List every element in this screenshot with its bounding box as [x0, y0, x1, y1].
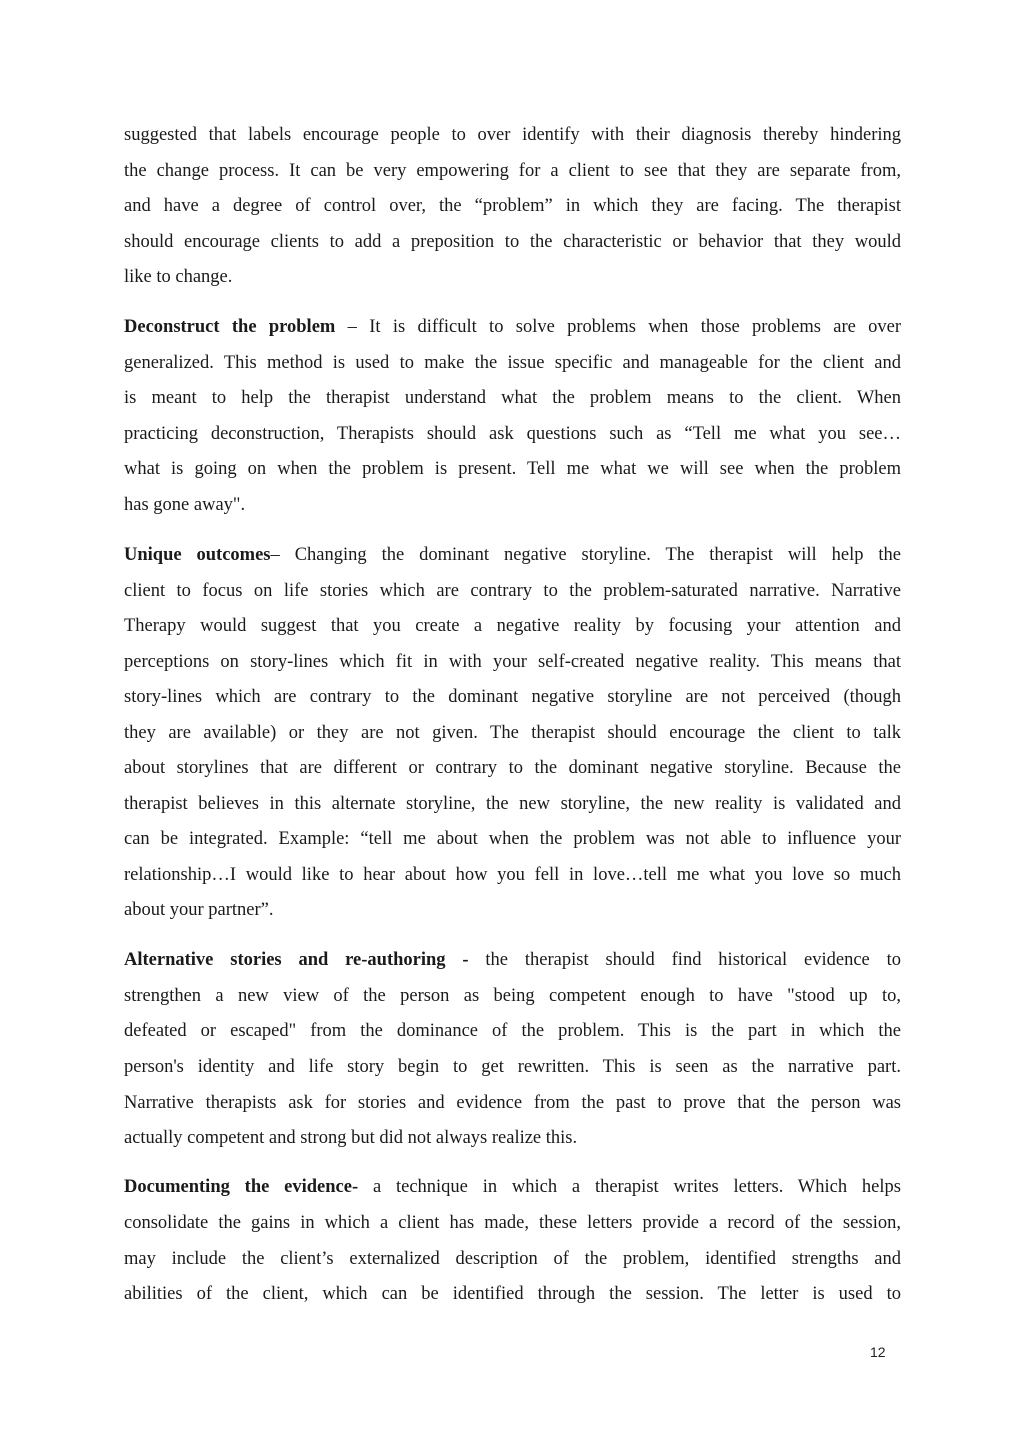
text-line: what is going on when the problem is present. Tell me what we will see when the problem	[124, 459, 901, 479]
section-heading: Documenting the evidence-	[124, 1177, 359, 1197]
text-line: consolidate the gains in which a client has made, these letters provide a record of the session,	[124, 1213, 901, 1233]
text-line: suggested that labels encourage people to over identify with their diagnosis thereby hindering	[124, 125, 901, 145]
text-line: they are available) or they are not given. The therapist should encourage the client to talk	[124, 723, 901, 743]
text-line: can be integrated. Example: “tell me about when the problem was not able to influence your	[124, 829, 901, 849]
text-line: is meant to help the therapist understand what the problem means to the client. When	[124, 388, 901, 408]
section-heading: Deconstruct the problem	[124, 317, 336, 337]
text-line: relationship…I would like to hear about how you fell in love…tell me what you love so much	[124, 865, 901, 885]
text-line: about your partner”.	[124, 900, 274, 920]
text-line: strengthen a new view of the person as being competent enough to have "stood up to,	[124, 986, 901, 1006]
text-line: generalized. This method is used to make the issue specific and manageable for the client and	[124, 353, 901, 373]
section-heading: Alternative stories and re-authoring -	[124, 950, 469, 970]
text-line: perceptions on story-lines which fit in with your self-created negative reality. This means that	[124, 652, 901, 672]
page-number: 12	[870, 1344, 886, 1360]
text-line: about storylines that are different or contrary to the dominant negative storyline. Because the	[124, 758, 901, 778]
text-line: client to focus on life stories which are contrary to the problem-saturated narrative. Narrative	[124, 581, 901, 601]
text-line: defeated or escaped" from the dominance of the problem. This is the part in which the	[124, 1021, 901, 1041]
text-line: Narrative therapists ask for stories and evidence from the past to prove that the person was	[124, 1093, 901, 1113]
text-line: and have a degree of control over, the “problem” in which they are facing. The therapist	[124, 196, 901, 216]
text-line: practicing deconstruction, Therapists should ask questions such as “Tell me what you see…	[124, 424, 901, 444]
text-line: should encourage clients to add a preposition to the characteristic or behavior that they would	[124, 232, 901, 252]
text-line: has gone away".	[124, 495, 246, 515]
text-line: may include the client’s externalized description of the problem, identified strengths and	[124, 1249, 901, 1269]
section-heading-line: Alternative stories and re-authoring - the therapist should find historical evidence to	[124, 950, 901, 970]
text-line: therapist believes in this alternate storyline, the new storyline, the new reality is validated and	[124, 794, 901, 814]
section-heading-line: Unique outcomes– Changing the dominant negative storyline. The therapist will help the	[124, 545, 901, 565]
text-line: actually competent and strong but did not always realize this.	[124, 1128, 578, 1148]
text-line: story-lines which are contrary to the dominant negative storyline are not perceived (though	[124, 687, 901, 707]
section-heading-line: Deconstruct the problem – It is difficult to solve problems when those problems are over	[124, 317, 901, 337]
section-heading: Unique outcomes	[124, 545, 271, 565]
text-line: like to change.	[124, 267, 233, 287]
section-heading-line: Documenting the evidence- a technique in which a therapist writes letters. Which helps	[124, 1177, 901, 1197]
text-line: Therapy would suggest that you create a negative reality by focusing your attention and	[124, 616, 901, 636]
text-line: the change process. It can be very empowering for a client to see that they are separate from,	[124, 161, 901, 181]
text-line: abilities of the client, which can be identified through the session. The letter is used to	[124, 1284, 901, 1304]
text-line: person's identity and life story begin to get rewritten. This is seen as the narrative part.	[124, 1057, 901, 1077]
